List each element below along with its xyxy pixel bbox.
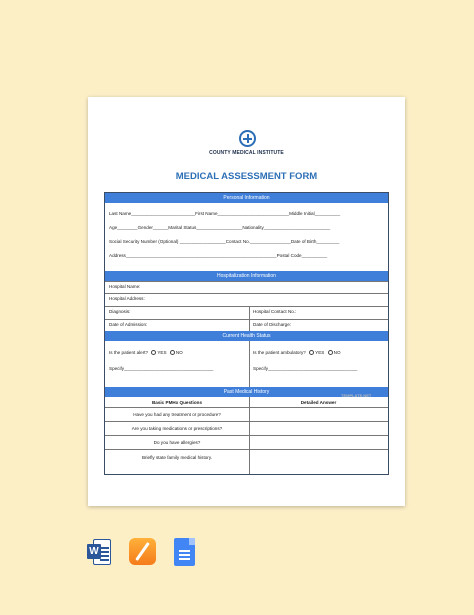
hospital-address-field[interactable]: Hospital Address:	[109, 296, 145, 301]
divider	[105, 435, 388, 436]
hospital-name-field[interactable]: Hospital Name:	[109, 284, 141, 289]
alert-no-radio[interactable]	[170, 350, 175, 355]
hospital-contact-field[interactable]: Hospital Contact No.:	[253, 309, 297, 314]
yes-label: YES	[157, 350, 167, 355]
ambulatory-question-label: Is the patient ambulatory?	[253, 350, 306, 355]
alert-yes-radio[interactable]	[151, 350, 156, 355]
ambulatory-yes-radio[interactable]	[309, 350, 314, 355]
personal-row-address[interactable]: Address___________________________________________________________Postal Code__________	[109, 253, 328, 258]
personal-row-age[interactable]: Age________Gender______Marital Status__________________Nationality__________________________	[109, 225, 331, 230]
word-icon[interactable]: W	[87, 538, 111, 566]
section-header-history: Past Medical History	[105, 387, 388, 397]
history-question: Briefly state family medical history.	[141, 455, 213, 460]
divider	[105, 281, 388, 282]
diagnosis-field[interactable]: Diagnosis:	[109, 309, 131, 314]
watermark: TEMPLATE.NET	[341, 393, 372, 398]
form-title: MEDICAL ASSESSMENT FORM	[175, 171, 318, 182]
history-question: Do you have allergies?	[153, 440, 201, 445]
medical-cross-logo-icon	[239, 130, 256, 147]
ambulatory-specify-field[interactable]: Specify___________________________________	[253, 366, 358, 371]
history-column-answers: Detailed Answer	[300, 400, 337, 405]
column-divider	[249, 341, 250, 387]
ambulatory-no-radio[interactable]	[328, 350, 333, 355]
divider	[105, 421, 388, 422]
form-document	[88, 97, 405, 506]
alert-question	[109, 349, 183, 356]
divider	[105, 293, 388, 294]
no-label: NO	[333, 350, 341, 355]
admission-date-field[interactable]: Date of Admission:	[109, 322, 148, 327]
alert-specify-field[interactable]: Specify___________________________________	[109, 366, 214, 371]
personal-row-ssn[interactable]: Social Security Number (Optional) __________________Contact No.________________Date of Birth_________	[109, 239, 340, 244]
divider	[105, 306, 388, 307]
personal-row-name[interactable]: Last Name_________________________First Name____________________________Middle Initial__________	[109, 211, 341, 216]
section-header-health: Current Health Status	[105, 331, 388, 341]
column-divider	[249, 397, 250, 474]
history-column-questions: Basic PMHx Questions	[151, 400, 203, 405]
divider	[105, 449, 388, 450]
assessment-form-table	[104, 192, 389, 475]
alert-question-label: Is the patient alert?	[109, 350, 149, 355]
section-header-hospitalization: Hospitalization Information	[105, 271, 388, 281]
divider	[105, 319, 388, 320]
google-docs-icon[interactable]	[174, 538, 195, 566]
column-divider	[249, 306, 250, 331]
pages-icon[interactable]	[129, 538, 156, 565]
discharge-date-field[interactable]: Date of Discharge:	[253, 322, 292, 327]
history-question: Have you had any treatment or procedure?	[133, 412, 221, 417]
history-question: Are you taking medications or prescriptions?	[131, 426, 223, 431]
divider	[105, 407, 388, 408]
organization-name: COUNTY MEDICAL INSTITUTE	[209, 150, 284, 156]
no-label: NO	[175, 350, 183, 355]
section-header-personal: Personal Information	[105, 193, 388, 203]
ambulatory-question	[253, 349, 341, 356]
yes-label: YES	[315, 350, 325, 355]
